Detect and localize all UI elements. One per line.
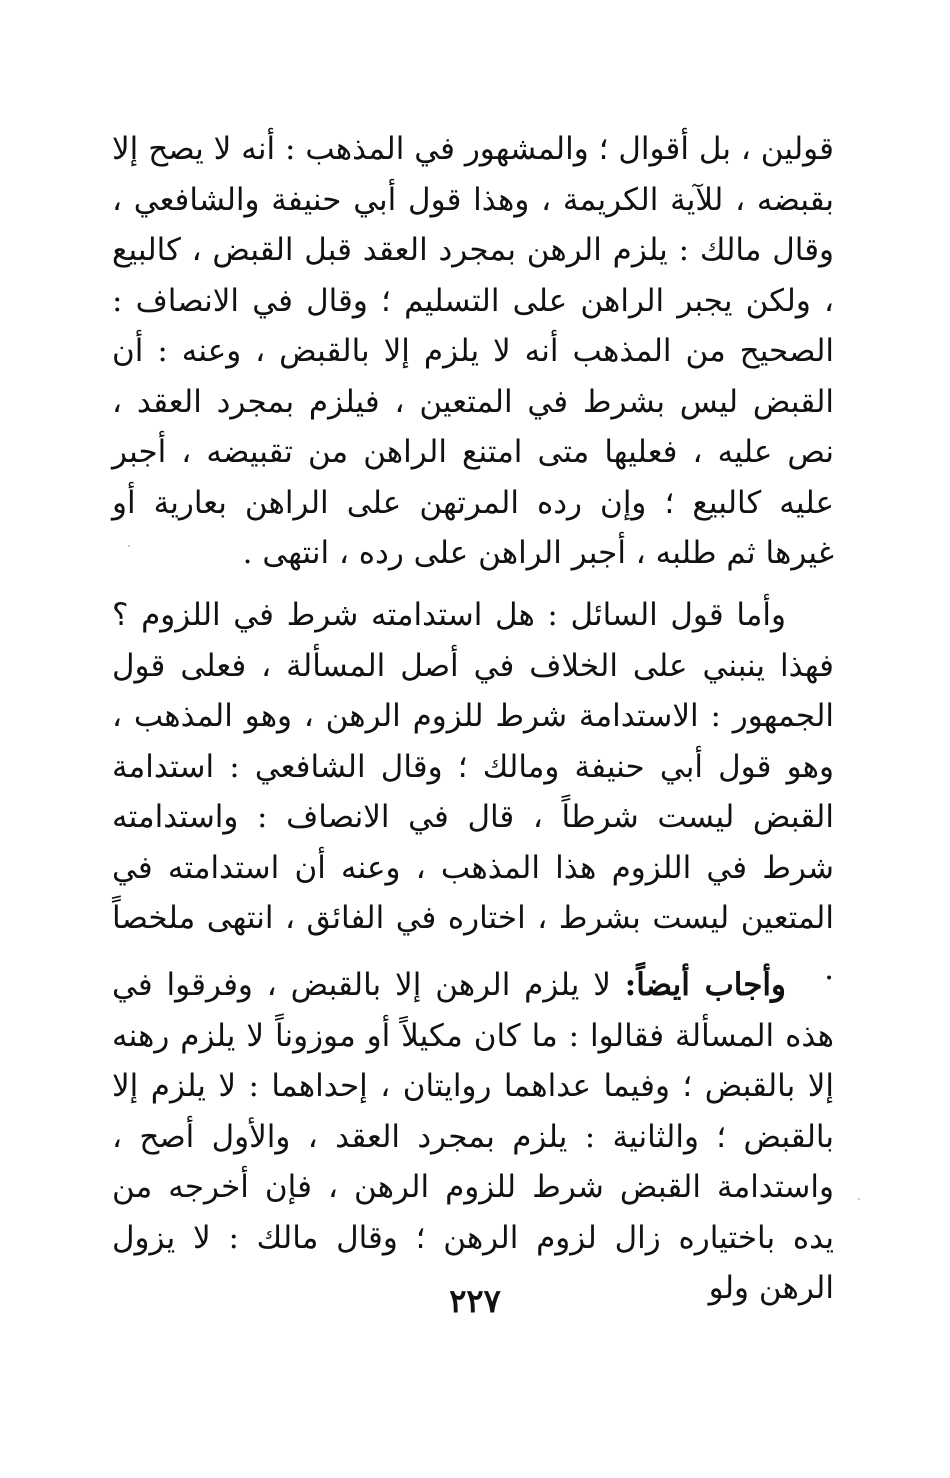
paragraph-3-body: لا يلزم الرهن إلا بالقبض ، وفرقوا في هذه المسألة فقالوا : ما كان مكيلاً أو موزوناً لا يلزم رهنه إلا بالقبض ؛ وفيما عداهما روايتان ، إحداهما : لا يلزم إلا بالقبض ؛ والثانية : يلزم بمجرد العقد ، والأول أصح ، واستدامة القبض شرط للزوم الرهن ، فإن أخرجه من يده باختياره زال لزوم الرهن ؛ وقال مالك : لا يزول الرهن ولو [112, 967, 834, 1306]
paragraph-3-lead: وأجاب أيضاً: [624, 967, 786, 1003]
paragraph-2 [112, 590, 834, 994]
scan-speck [128, 545, 130, 547]
paragraph-3 [112, 960, 834, 1314]
paragraph-3-text [112, 960, 834, 1314]
page-number: ٢٢٧ [449, 1282, 501, 1320]
scan-speck [858, 1198, 860, 1200]
paragraph-1 [112, 124, 834, 579]
paragraph-1-text: قولين ، بل أقوال ؛ والمشهور في المذهب : أنه لا يصح إلا بقبضه ، للآية الكريمة ، وهذا قول أبي حنيفة والشافعي ، وقال مالك : يلزم الرهن بمجرد العقد قبل القبض ، كالبيع ، ولكن يجبر الراهن على التسليم ؛ وقال في الانصاف : الصحيح من المذهب أنه لا يلزم إلا بالقبض ، وعنه : أن القبض ليس بشرط في المتعين ، فيلزم بمجرد العقد ، نص عليه ، فعليها متى امتنع الراهن من تقبيضه ، أجبر عليه كالبيع ؛ وإن رده المرتهن على الراهن بعارية أو غيرها ثم طلبه ، أجبر الراهن على رده ، انتهى . [112, 131, 834, 571]
paragraph-2-text: وأما قول السائل : هل استدامته شرط في اللزوم ؟ فهذا ينبني على الخلاف في أصل المسألة ، فعلى قول الجمهور : الاستدامة شرط للزوم الرهن ، وهو المذهب ، وهو قول أبي حنيفة ومالك ؛ وقال الشافعي : استدامة القبض ليست شرطاً ، قال في الانصاف : واستدامته شرط في اللزوم هذا المذهب ، وعنه أن استدامته في المتعين ليست بشرط ، اختاره في الفائق ، انتهى ملخصاً . [112, 597, 834, 987]
